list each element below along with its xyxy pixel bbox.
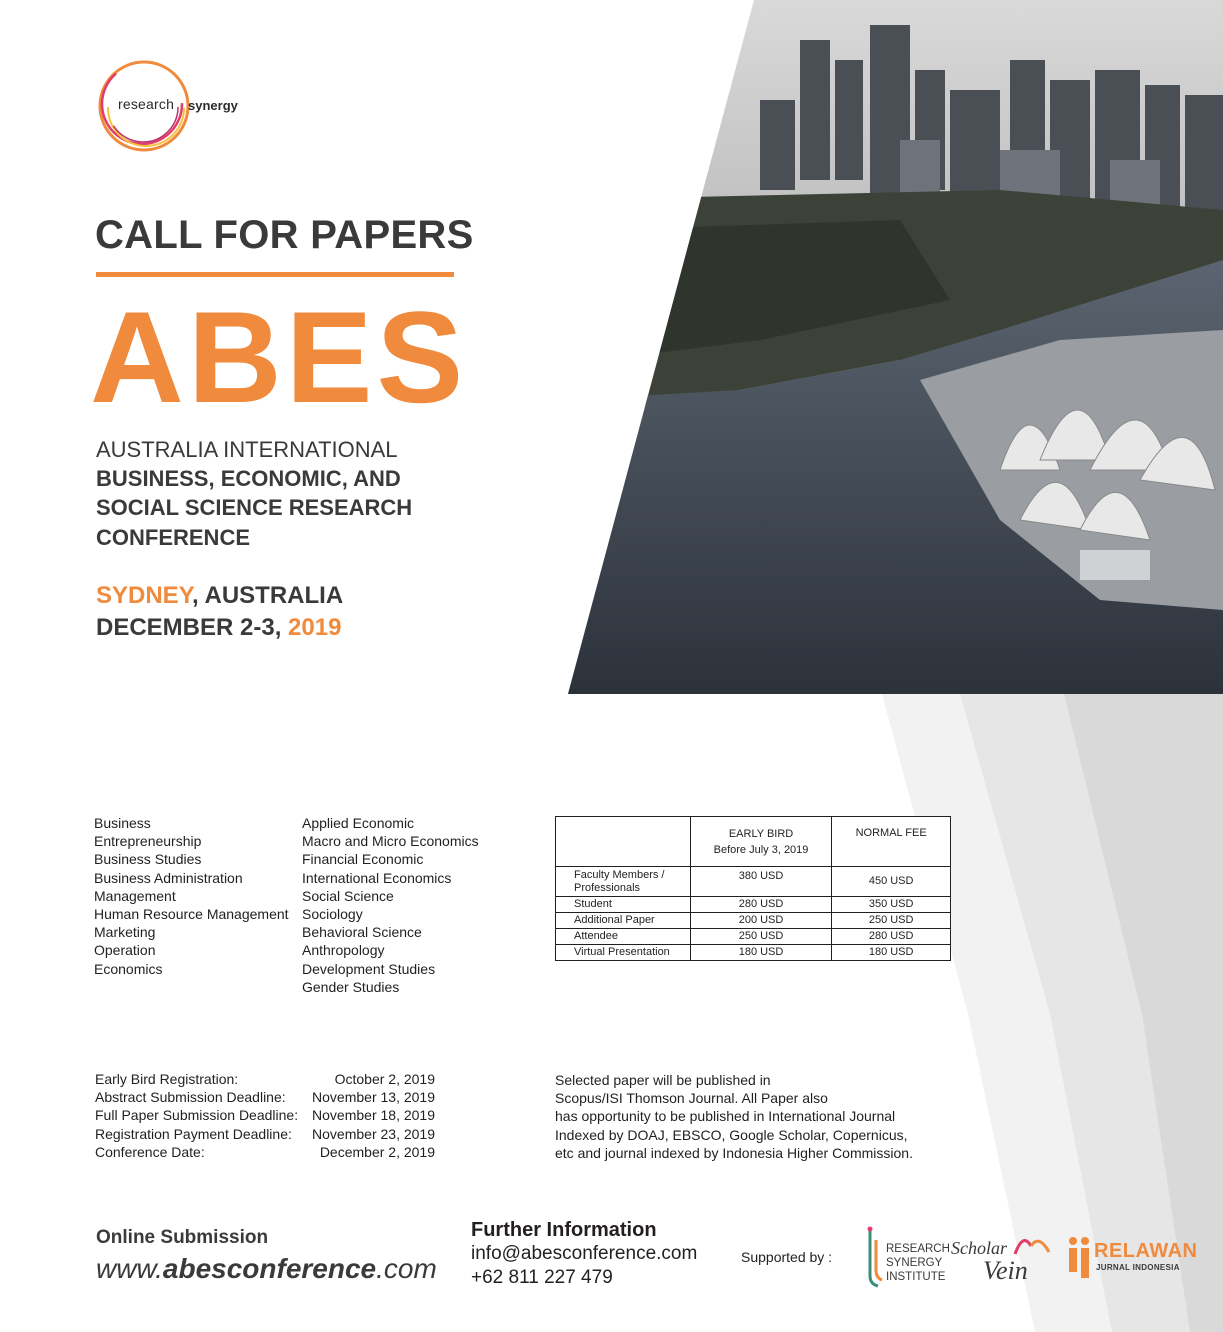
relawan-jurnal-indonesia-logo: RELAWAN JURNAL INDONESIA: [1066, 1232, 1192, 1282]
scholar-vein-logo: Scholar Vein: [949, 1228, 1059, 1290]
list-item: Marketing: [94, 924, 156, 941]
contact-phone: +62 811 227 479: [471, 1267, 613, 1288]
list-item: Economics: [94, 960, 163, 977]
conference-name-line-2: BUSINESS, ECONOMIC, AND: [96, 466, 401, 491]
online-submission-label: Online Submission: [96, 1227, 269, 1248]
publication-text: Selected paper will be published in Scopus/ISI Thomson Journal. All Paper also has opportunity to be published in International Journal Indexed by DOAJ, EBSCO, Google Scholar, Copernicus, etc and journal indexed by Indonesia Higher Commission.: [555, 1072, 913, 1161]
table-row: Attendee 250 USD 280 USD: [556, 929, 951, 945]
conference-name-line-1: AUSTRALIA INTERNATIONAL: [96, 437, 398, 462]
list-item: Anthropology: [302, 942, 385, 959]
location-city: SYDNEY: [96, 582, 193, 609]
date-days: DECEMBER 2-3,: [96, 614, 289, 641]
heading-underline: [96, 272, 454, 277]
conference-fees-header: CONFERENCE FEES: [555, 765, 786, 801]
research-synergy-logo: [92, 56, 272, 156]
important-dates-list: [95, 1070, 435, 1161]
contact-email-link[interactable]: info@abesconference.com: [471, 1243, 698, 1264]
table-row: Additional Paper 200 USD 250 USD: [556, 913, 951, 929]
field-list-col2: [302, 814, 479, 996]
list-item: Applied Economic: [302, 815, 415, 831]
table-row: Student 280 USD 350 USD: [556, 897, 951, 913]
conference-name-line-4: CONFERENCE: [96, 525, 251, 550]
location-country: , AUSTRALIA: [192, 582, 344, 609]
list-item: Financial Economic: [302, 851, 424, 868]
list-item: Operation: [94, 942, 156, 959]
date-year: 2019: [288, 614, 342, 641]
field-of-study-header: FIELD OF STUDY: [95, 765, 296, 801]
conference-date: [96, 614, 341, 642]
conference-acronym: ABES: [90, 284, 468, 430]
list-item: Management: [94, 887, 176, 904]
table-row: Faculty Members / Professionals 380 USD 450 USD: [556, 867, 951, 897]
logo-word-synergy: synergy: [188, 98, 238, 113]
list-item: Behavioral Science: [302, 924, 422, 941]
further-information-label: Further Information: [471, 1219, 657, 1241]
important-dates-header: IMPORTANT DATES: [95, 1021, 326, 1057]
list-item: Human Resource Management: [94, 906, 289, 923]
conference-location: [96, 582, 343, 610]
list-item: Development Studies: [302, 960, 436, 977]
list-item: Sociology: [302, 906, 363, 923]
field-list-col1: [94, 814, 289, 978]
table-row: Virtual Presentation 180 USD 180 USD: [556, 945, 951, 961]
list-item: Entrepreneurship: [94, 833, 202, 850]
fees-header-early: EARLY BIRD Before July 3, 2019: [690, 817, 832, 867]
logo-word-research: research: [118, 96, 175, 112]
supported-by-label: Supported by :: [741, 1249, 833, 1265]
submission-url-link[interactable]: www.abesconference.com: [96, 1253, 437, 1284]
publication-opportunities-header: PUBLICATION OPPORTUNITIES: [555, 1019, 888, 1055]
fees-header-normal: NORMAL FEE: [832, 817, 951, 867]
list-item: Social Science: [302, 887, 394, 904]
list-item: Gender Studies: [302, 978, 400, 995]
date-row: Registration Payment Deadline: November 23, 2019: [95, 1125, 435, 1142]
fees-table: [555, 816, 951, 961]
research-synergy-institute-logo: RESEARCH SYNERGY INSTITUTE: [864, 1226, 944, 1290]
date-row: Full Paper Submission Deadline: November 18, 2019: [95, 1107, 435, 1124]
date-row: Early Bird Registration: October 2, 2019: [95, 1071, 435, 1087]
list-item: Business Studies: [94, 851, 202, 868]
date-row: Abstract Submission Deadline: November 13, 2019: [95, 1089, 435, 1106]
date-row: Conference Date: December 2, 2019: [95, 1143, 435, 1160]
list-item: Macro and Micro Economics: [302, 833, 479, 850]
fees-header-empty: [556, 817, 691, 867]
list-item: Business Administration: [94, 869, 243, 886]
list-item: International Economics: [302, 869, 452, 886]
call-for-papers-heading: CALL FOR PAPERS: [95, 213, 474, 257]
list-item: Business: [94, 815, 151, 831]
conference-name-line-3: SOCIAL SCIENCE RESEARCH: [96, 495, 413, 520]
